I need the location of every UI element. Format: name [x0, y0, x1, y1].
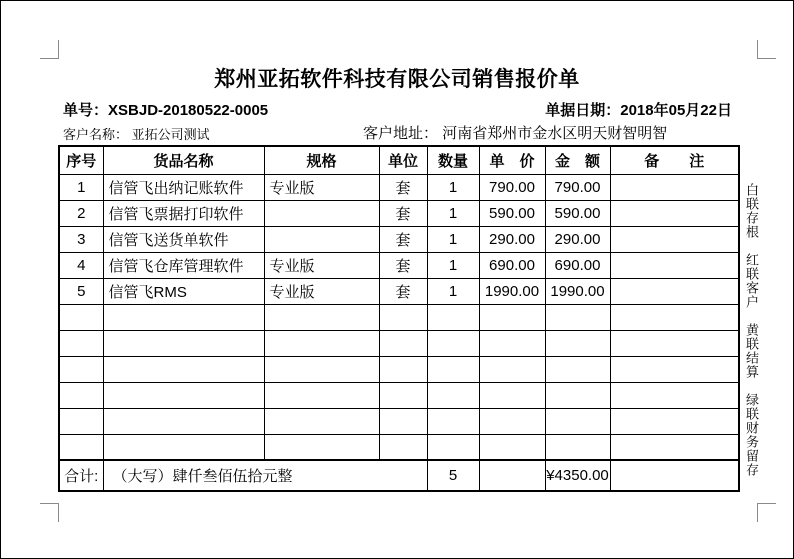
cell-qty: 1: [427, 226, 479, 252]
cell-index: [59, 356, 103, 382]
cell-qty: [427, 408, 479, 434]
cell-unit: 套: [379, 252, 427, 278]
cell-name: [103, 330, 264, 356]
cell-remark: [610, 200, 739, 226]
cell-spec: [264, 304, 379, 330]
crop-mark-top-right: [757, 40, 776, 59]
cell-spec: [264, 226, 379, 252]
cell-unit-price: [479, 356, 545, 382]
cell-spec: [264, 382, 379, 408]
cell-spec: 专业版: [264, 252, 379, 278]
cell-remark: [610, 408, 739, 434]
cell-index: [59, 382, 103, 408]
cell-unit-price: 1990.00: [479, 278, 545, 304]
cell-index: 5: [59, 278, 103, 304]
cell-spec: [264, 330, 379, 356]
cell-unit: 套: [379, 174, 427, 200]
cell-spec: [264, 434, 379, 460]
cell-name: 信管飞送货单软件: [103, 226, 264, 252]
cell-index: [59, 434, 103, 460]
cell-amount: 690.00: [545, 252, 610, 278]
cell-remark: [610, 226, 739, 252]
total-unit-price: [479, 460, 545, 491]
cell-amount: [545, 330, 610, 356]
cell-qty: [427, 330, 479, 356]
table-header-row: [59, 146, 739, 174]
table-row: [59, 252, 739, 278]
cell-unit-price: [479, 434, 545, 460]
cell-unit: [379, 356, 427, 382]
copy-legend: 白联存根 红联客户 黄联结算 绿联财务留存: [744, 183, 759, 477]
table-row: [59, 174, 739, 200]
cell-unit: [379, 382, 427, 408]
total-label: 合计:: [59, 460, 103, 491]
cell-amount: 590.00: [545, 200, 610, 226]
cell-unit-price: [479, 330, 545, 356]
cell-spec: [264, 356, 379, 382]
cell-unit: [379, 434, 427, 460]
cell-remark: [610, 434, 739, 460]
cell-spec: 专业版: [264, 174, 379, 200]
cell-qty: [427, 356, 479, 382]
cell-remark: [610, 174, 739, 200]
customer-address: [363, 122, 667, 143]
column-header-remark: 备 注: [610, 146, 739, 174]
customer-name-value: 亚拓公司测试: [131, 127, 210, 142]
cell-amount: [545, 382, 610, 408]
cell-name: 信管飞仓库管理软件: [103, 252, 264, 278]
cell-unit: [379, 304, 427, 330]
total-amount-in-words: （大写）肆仟叁佰伍拾元整: [103, 460, 427, 491]
cell-amount: [545, 356, 610, 382]
customer-name-label: 客户名称：: [63, 127, 129, 142]
crop-mark-bottom-right: [757, 503, 776, 522]
cell-spec: 专业版: [264, 278, 379, 304]
cell-index: 4: [59, 252, 103, 278]
cell-amount: [545, 304, 610, 330]
cell-name: 信管飞出纳记账软件: [103, 174, 264, 200]
cell-unit: 套: [379, 226, 427, 252]
column-header-name: 货品名称: [103, 146, 264, 174]
cell-index: 2: [59, 200, 103, 226]
table-row: [59, 356, 739, 382]
total-amount: ¥4350.00: [545, 460, 610, 491]
cell-unit: 套: [379, 200, 427, 226]
column-header-unit: 单位: [379, 146, 427, 174]
cell-spec: [264, 200, 379, 226]
table-row: [59, 278, 739, 304]
total-quantity: 5: [427, 460, 479, 491]
cell-qty: 1: [427, 278, 479, 304]
table-row: [59, 304, 739, 330]
document-date-label: 单据日期：: [545, 102, 621, 119]
table-row: [59, 434, 739, 460]
cell-unit: [379, 330, 427, 356]
cell-remark: [610, 330, 739, 356]
cell-index: 3: [59, 226, 103, 252]
cell-remark: [610, 356, 739, 382]
cell-qty: [427, 304, 479, 330]
order-number-value: XSBJD-20180522-0005: [108, 102, 269, 119]
table-row: [59, 408, 739, 434]
cell-name: [103, 382, 264, 408]
column-header-qty: 数量: [427, 146, 479, 174]
customer-name: [63, 124, 210, 143]
cell-name: 信管飞票据打印软件: [103, 200, 264, 226]
document-date: [545, 99, 732, 120]
cell-remark: [610, 278, 739, 304]
table-row: [59, 200, 739, 226]
page-title: 郑州亚拓软件科技有限公司销售报价单: [214, 68, 580, 91]
cell-amount: [545, 434, 610, 460]
table-row: [59, 330, 739, 356]
crop-mark-top-left: [40, 40, 59, 59]
order-number-label: 单号：: [63, 102, 109, 119]
table-row: [59, 226, 739, 252]
cell-amount: [545, 408, 610, 434]
table-row: [59, 382, 739, 408]
column-header-unit-price: 单 价: [479, 146, 545, 174]
cell-qty: [427, 434, 479, 460]
cell-qty: [427, 382, 479, 408]
cell-remark: [610, 382, 739, 408]
cell-name: [103, 408, 264, 434]
customer-address-value: 河南省郑州市金水区明天财智明智: [442, 125, 668, 142]
cell-qty: 1: [427, 200, 479, 226]
cell-unit-price: [479, 382, 545, 408]
cell-name: [103, 356, 264, 382]
crop-mark-bottom-left: [40, 503, 59, 522]
meta-row-top: [63, 99, 732, 120]
cell-name: 信管飞RMS: [103, 278, 264, 304]
cell-remark: [610, 304, 739, 330]
cell-unit: [379, 408, 427, 434]
cell-unit-price: [479, 408, 545, 434]
cell-remark: [610, 252, 739, 278]
cell-index: [59, 330, 103, 356]
cell-unit-price: 290.00: [479, 226, 545, 252]
cell-unit-price: 690.00: [479, 252, 545, 278]
cell-qty: 1: [427, 252, 479, 278]
cell-amount: 290.00: [545, 226, 610, 252]
cell-index: 1: [59, 174, 103, 200]
items-table: [58, 145, 740, 492]
order-number: [63, 99, 268, 120]
cell-unit-price: [479, 304, 545, 330]
cell-unit-price: 590.00: [479, 200, 545, 226]
total-remark: [610, 460, 739, 491]
cell-unit: 套: [379, 278, 427, 304]
cell-spec: [264, 408, 379, 434]
cell-index: [59, 304, 103, 330]
total-row: [59, 460, 739, 491]
cell-amount: 1990.00: [545, 278, 610, 304]
cell-amount: 790.00: [545, 174, 610, 200]
cell-index: [59, 408, 103, 434]
column-header-amount: 金 额: [545, 146, 610, 174]
column-header-index: 序号: [59, 146, 103, 174]
cell-name: [103, 304, 264, 330]
cell-unit-price: 790.00: [479, 174, 545, 200]
cell-qty: 1: [427, 174, 479, 200]
column-header-spec: 规格: [264, 146, 379, 174]
customer-address-label: 客户地址：: [363, 125, 439, 142]
document-date-value: 2018年05月22日: [620, 102, 732, 119]
cell-name: [103, 434, 264, 460]
